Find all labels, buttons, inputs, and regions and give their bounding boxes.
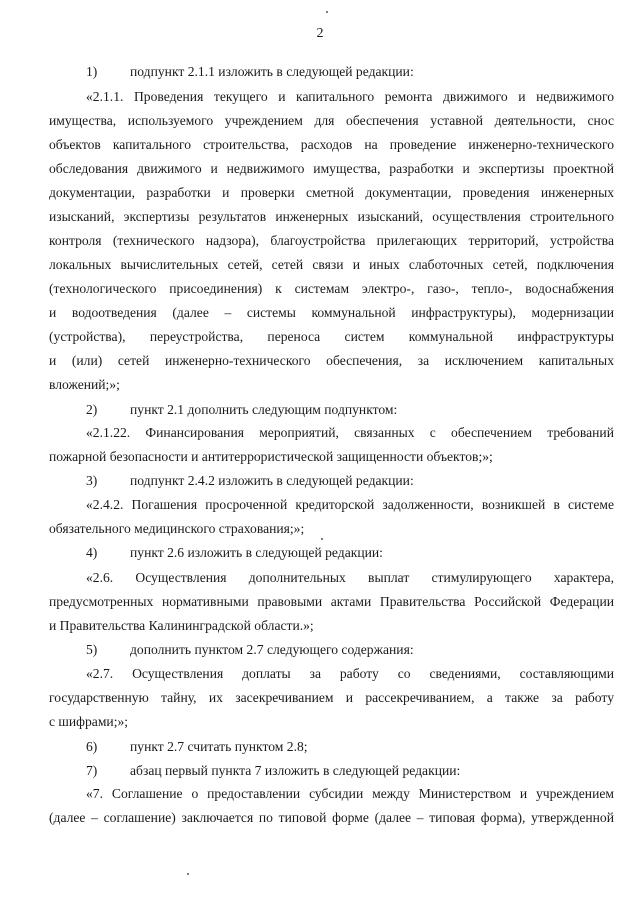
quoted-paragraph-start: «2.1.22. Финансирования мероприятий, связанных с обеспечением требований bbox=[86, 425, 614, 440]
quoted-paragraph-start: «2.7. Осуществления доплаты за работу со сведениями, составляющими bbox=[86, 666, 614, 681]
text-line bbox=[0, 255, 640, 275]
text-line bbox=[0, 303, 640, 323]
quoted-paragraph-start: «2.4.2. Погашения просроченной кредиторской задолженности, возникшей в системе bbox=[86, 497, 614, 512]
text-line bbox=[0, 207, 640, 227]
text-line bbox=[0, 808, 640, 828]
text-line bbox=[0, 279, 640, 299]
text-line bbox=[0, 688, 640, 708]
list-item-text: пункт 2.7 считать пунктом 2.8; bbox=[130, 739, 308, 754]
text-line bbox=[0, 423, 640, 443]
paragraph-text: с шифрами;»; bbox=[49, 714, 129, 729]
paragraph-text: государственную тайну, их засекречиванием и рассекречиванием, а также за работу bbox=[49, 690, 614, 705]
paragraph-text: и (или) сетей инженерно-технического обеспечения, за исключением капитальных bbox=[49, 353, 614, 368]
text-line bbox=[0, 327, 640, 347]
paragraph-text: изысканий, экспертизы результатов инженерных изысканий, осуществления строительного bbox=[49, 209, 614, 224]
text-line bbox=[0, 495, 640, 515]
list-item-text: подпункт 2.4.2 изложить в следующей редакции: bbox=[130, 473, 414, 488]
list-item-number: 2) bbox=[86, 402, 98, 417]
quoted-paragraph-start: «2.1.1. Проведения текущего и капитального ремонта движимого и недвижимого bbox=[86, 89, 614, 104]
text-line bbox=[0, 568, 640, 588]
list-item-text: абзац первый пункта 7 изложить в следующей редакции: bbox=[130, 763, 461, 778]
list-item-number: 4) bbox=[86, 545, 98, 560]
list-item-number: 6) bbox=[86, 739, 98, 754]
text-line bbox=[0, 616, 640, 636]
text-line bbox=[0, 62, 640, 82]
text-line bbox=[0, 712, 640, 732]
text-line bbox=[0, 400, 640, 420]
paragraph-text: обязательного медицинского страхования;»; bbox=[49, 521, 305, 536]
text-line bbox=[0, 87, 640, 107]
list-item-number: 1) bbox=[86, 64, 98, 79]
paragraph-text: обследования движимого и недвижимого имущества, разработки и экспертизы проектной bbox=[49, 161, 614, 176]
text-line bbox=[0, 111, 640, 131]
scan-speck bbox=[187, 873, 189, 875]
list-item-number: 7) bbox=[86, 763, 98, 778]
quoted-paragraph-start: «2.6. Осуществления дополнительных выплат стимулирующего характера, bbox=[86, 570, 614, 585]
paragraph-text: (далее – соглашение) заключается по типовой форме (далее – типовая форма), утвержденной bbox=[49, 810, 614, 825]
paragraph-text: документации, разработки и проверки сметной документации, проведения инженерных bbox=[49, 185, 614, 200]
list-item-text: пункт 2.6 изложить в следующей редакции: bbox=[130, 545, 383, 560]
text-line bbox=[0, 519, 640, 539]
text-line bbox=[0, 231, 640, 251]
scan-speck bbox=[326, 11, 328, 13]
paragraph-text: и Правительства Калининградской области.»; bbox=[49, 618, 314, 633]
paragraph-text: имущества, используемого учреждением для обеспечения уставной деятельности, снос bbox=[49, 113, 614, 128]
text-line bbox=[0, 471, 640, 491]
list-item-text: пункт 2.1 дополнить следующим подпунктом: bbox=[130, 402, 398, 417]
list-item-text: дополнить пунктом 2.7 следующего содержания: bbox=[130, 642, 414, 657]
list-item-number: 3) bbox=[86, 473, 98, 488]
text-line bbox=[0, 183, 640, 203]
quoted-paragraph-start: «7. Соглашение о предоставлении субсидии между Министерством и учреждением bbox=[86, 786, 614, 801]
text-line bbox=[0, 664, 640, 684]
paragraph-text: контроля (технического надзора), благоустройства прилегающих территорий, устройства bbox=[49, 233, 614, 248]
text-line bbox=[0, 375, 640, 395]
list-item-number: 5) bbox=[86, 642, 98, 657]
text-line bbox=[0, 447, 640, 467]
paragraph-text: (устройства), переустройства, переноса систем коммунальной инфраструктуры bbox=[49, 329, 614, 344]
paragraph-text: локальных вычислительных сетей, сетей связи и иных слаботочных сетей, подключения bbox=[49, 257, 614, 272]
paragraph-text: предусмотренных нормативными правовыми актами Правительства Российской Федерации bbox=[49, 594, 614, 609]
text-line bbox=[0, 737, 640, 757]
page-number: 2 bbox=[316, 26, 324, 41]
text-line bbox=[0, 159, 640, 179]
text-line bbox=[0, 543, 640, 563]
paragraph-text: объектов капитального строительства, расходов на проведение инженерно-технического bbox=[49, 137, 614, 152]
paragraph-text: вложений;»; bbox=[49, 377, 120, 392]
text-line bbox=[0, 592, 640, 612]
text-line bbox=[0, 351, 640, 371]
paragraph-text: пожарной безопасности и антитеррористической защищенности объектов;»; bbox=[49, 449, 493, 464]
text-line bbox=[0, 135, 640, 155]
text-line bbox=[0, 640, 640, 660]
paragraph-text: и водоотведения (далее – системы коммунальной инфраструктуры), модернизации bbox=[49, 305, 614, 320]
text-line bbox=[0, 784, 640, 804]
text-line bbox=[0, 761, 640, 781]
paragraph-text: (технологического присоединения) к системам электро-, газо-, тепло-, водоснабжения bbox=[49, 281, 614, 296]
list-item-text: подпункт 2.1.1 изложить в следующей редакции: bbox=[130, 64, 414, 79]
